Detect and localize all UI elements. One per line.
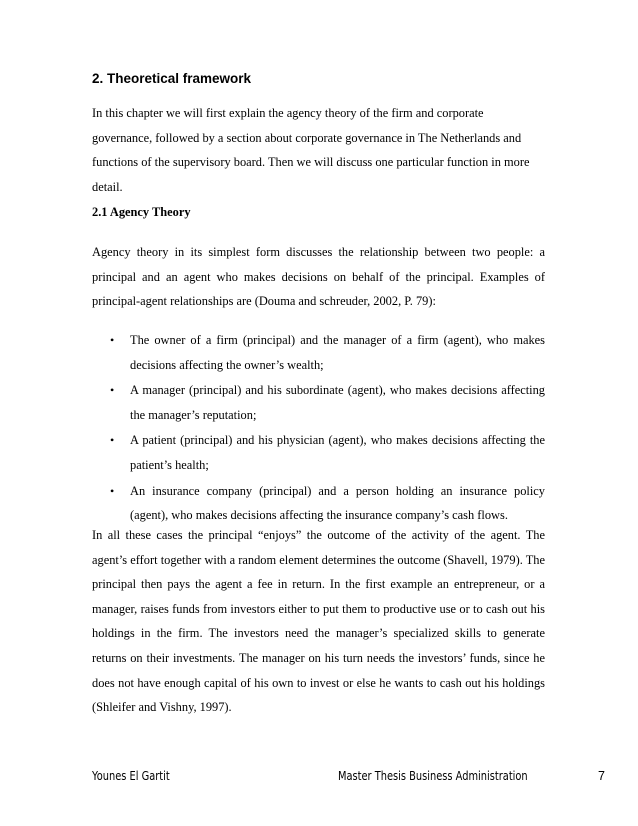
intro-paragraph: In this chapter we will first explain the agency theory of the firm and corporate governance, followed by a section about corporate governance in The Netherlands and functions of the supervisory board. Then we will discuss one particular function in more detail. — [92, 106, 530, 194]
bullet-icon: • — [110, 433, 115, 448]
agency-paragraph: Agency theory in its simplest form discusses the relationship between two people: a principal and an agent who makes decisions on behalf of the principal. Examples of principal-agent relationships are (Douma and schreuder, 2002, P. 79): — [92, 245, 545, 309]
list-item-text: An insurance company (principal) and a person holding an insurance policy (agent), who makes decisions affecting the insurance company’s cash flows. — [130, 483, 545, 523]
list-item-text: The owner of a firm (principal) and the manager of a firm (agent), who makes decisions affecting the owner’s wealth; — [130, 333, 545, 372]
closing-paragraph: In all these cases the principal “enjoys” the outcome of the activity of the agent. The agent’s effort together with a random element determines the outcome (Shavell, 1979). The principal then pays the agent a fee in return. In the first example an entrepreneur, or a manager, raises funds from investors either to put them to productive use or to cash out his holdings in the firm. The investors need the manager’s specialized skills to generate returns on their investments. The manager on his turn needs the investors’ funds, since he does not have enough capital of his own to invest or else he wants to cash out his holdings (Shleifer and Vishny, 1997). — [92, 528, 545, 715]
page-number: 7 — [598, 769, 605, 783]
list-item — [92, 479, 545, 528]
subsection-title: 2.1 Agency Theory — [92, 205, 191, 219]
list-item — [92, 328, 545, 377]
section-title: 2. Theoretical framework — [92, 71, 252, 86]
footer-title: Master Thesis Business Administration — [338, 769, 528, 783]
list-item-text: A patient (principal) and his physician (agent), who makes decisions affecting the patient’s health; — [130, 433, 545, 472]
list-item-text: A manager (principal) and his subordinate (agent), who makes decisions affecting the manager’s reputation; — [130, 383, 545, 422]
bullet-icon: • — [110, 483, 115, 498]
list-item — [92, 428, 545, 477]
bullet-icon: • — [110, 383, 115, 398]
footer-author: Younes El Gartit — [92, 769, 170, 783]
bullet-icon: • — [110, 333, 115, 347]
examples-list — [92, 328, 545, 529]
list-item — [92, 378, 545, 427]
